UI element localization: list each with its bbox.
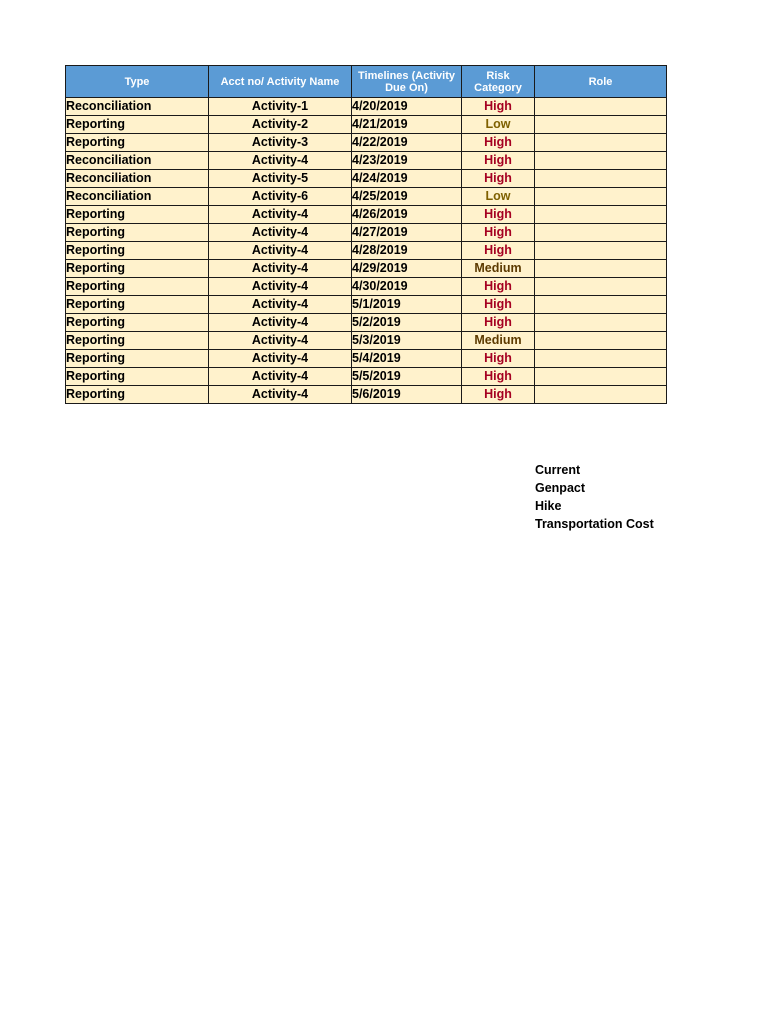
activity-cell[interactable]: Activity-4: [209, 332, 352, 350]
table-row: [66, 98, 667, 116]
due-date-cell[interactable]: 5/4/2019: [352, 350, 462, 368]
role-cell[interactable]: [535, 368, 667, 386]
risk-cell[interactable]: High: [462, 152, 535, 170]
activity-cell[interactable]: Activity-4: [209, 206, 352, 224]
table-row: [66, 134, 667, 152]
type-cell[interactable]: Reporting: [66, 242, 209, 260]
activity-cell[interactable]: Activity-4: [209, 350, 352, 368]
role-cell[interactable]: [535, 350, 667, 368]
activity-cell[interactable]: Activity-4: [209, 278, 352, 296]
type-cell[interactable]: Reconciliation: [66, 188, 209, 206]
risk-cell[interactable]: High: [462, 170, 535, 188]
type-cell[interactable]: Reconciliation: [66, 152, 209, 170]
activity-cell[interactable]: Activity-3: [209, 134, 352, 152]
risk-cell[interactable]: Low: [462, 188, 535, 206]
due-date-cell[interactable]: 4/28/2019: [352, 242, 462, 260]
type-cell[interactable]: Reporting: [66, 134, 209, 152]
risk-cell[interactable]: Medium: [462, 260, 535, 278]
table-row: [66, 242, 667, 260]
due-date-cell[interactable]: 4/20/2019: [352, 98, 462, 116]
role-cell[interactable]: [535, 134, 667, 152]
table-row: [66, 314, 667, 332]
table-row: [66, 188, 667, 206]
risk-cell[interactable]: Low: [462, 116, 535, 134]
role-cell[interactable]: [535, 152, 667, 170]
role-cell[interactable]: [535, 116, 667, 134]
activity-cell[interactable]: Activity-2: [209, 116, 352, 134]
activity-cell[interactable]: Activity-4: [209, 368, 352, 386]
table-row: [66, 350, 667, 368]
type-cell[interactable]: Reporting: [66, 314, 209, 332]
due-date-cell[interactable]: 4/29/2019: [352, 260, 462, 278]
risk-cell[interactable]: High: [462, 368, 535, 386]
table-row: [66, 170, 667, 188]
risk-cell[interactable]: High: [462, 98, 535, 116]
role-cell[interactable]: [535, 332, 667, 350]
note-item[interactable]: Genpact: [535, 481, 586, 495]
due-date-cell[interactable]: 4/24/2019: [352, 170, 462, 188]
role-cell[interactable]: [535, 260, 667, 278]
table-row: [66, 260, 667, 278]
role-cell[interactable]: [535, 242, 667, 260]
table-row: [66, 332, 667, 350]
type-cell[interactable]: Reporting: [66, 224, 209, 242]
type-cell[interactable]: Reporting: [66, 332, 209, 350]
note-item[interactable]: Current: [535, 463, 581, 477]
type-cell[interactable]: Reporting: [66, 368, 209, 386]
role-cell[interactable]: [535, 314, 667, 332]
risk-cell[interactable]: High: [462, 134, 535, 152]
activity-cell[interactable]: Activity-4: [209, 386, 352, 404]
activity-cell[interactable]: Activity-4: [209, 242, 352, 260]
header-risk-category: Risk Category: [462, 66, 535, 98]
risk-cell[interactable]: Medium: [462, 332, 535, 350]
table-row: [66, 368, 667, 386]
type-cell[interactable]: Reporting: [66, 116, 209, 134]
due-date-cell[interactable]: 4/21/2019: [352, 116, 462, 134]
risk-cell[interactable]: High: [462, 314, 535, 332]
due-date-cell[interactable]: 5/3/2019: [352, 332, 462, 350]
table-body: [66, 98, 667, 404]
header-activity: Acct no/ Activity Name: [209, 66, 352, 98]
role-cell[interactable]: [535, 170, 667, 188]
role-cell[interactable]: [535, 386, 667, 404]
header-row: [66, 66, 667, 98]
due-date-cell[interactable]: 4/27/2019: [352, 224, 462, 242]
due-date-cell[interactable]: 5/1/2019: [352, 296, 462, 314]
role-cell[interactable]: [535, 224, 667, 242]
risk-cell[interactable]: High: [462, 242, 535, 260]
activity-cell[interactable]: Activity-4: [209, 314, 352, 332]
activity-cell[interactable]: Activity-4: [209, 224, 352, 242]
due-date-cell[interactable]: 4/26/2019: [352, 206, 462, 224]
risk-cell[interactable]: High: [462, 206, 535, 224]
activity-cell[interactable]: Activity-4: [209, 152, 352, 170]
activity-cell[interactable]: Activity-6: [209, 188, 352, 206]
activity-cell[interactable]: Activity-4: [209, 260, 352, 278]
role-cell[interactable]: [535, 188, 667, 206]
type-cell[interactable]: Reporting: [66, 260, 209, 278]
type-cell[interactable]: Reporting: [66, 206, 209, 224]
due-date-cell[interactable]: 4/22/2019: [352, 134, 462, 152]
table-row: [66, 296, 667, 314]
type-cell[interactable]: Reporting: [66, 386, 209, 404]
due-date-cell[interactable]: 5/2/2019: [352, 314, 462, 332]
role-cell[interactable]: [535, 206, 667, 224]
risk-cell[interactable]: High: [462, 224, 535, 242]
role-cell[interactable]: [535, 296, 667, 314]
table-row: [66, 152, 667, 170]
role-cell[interactable]: [535, 278, 667, 296]
note-item[interactable]: Hike: [535, 499, 562, 513]
notes-list: [535, 461, 654, 533]
activity-cell[interactable]: Activity-1: [209, 98, 352, 116]
header-timelines: Timelines (Activity Due On): [352, 66, 462, 98]
table-row: [66, 206, 667, 224]
table-row: [66, 224, 667, 242]
due-date-cell[interactable]: 5/6/2019: [352, 386, 462, 404]
header-type: Type: [66, 66, 209, 98]
risk-cell[interactable]: High: [462, 350, 535, 368]
note-item[interactable]: Transportation Cost: [535, 517, 654, 531]
due-date-cell[interactable]: 5/5/2019: [352, 368, 462, 386]
type-cell[interactable]: Reporting: [66, 278, 209, 296]
role-cell[interactable]: [535, 98, 667, 116]
table-row: [66, 116, 667, 134]
table-row: [66, 278, 667, 296]
type-cell[interactable]: Reporting: [66, 350, 209, 368]
activity-risk-table: [65, 65, 667, 404]
risk-cell[interactable]: High: [462, 296, 535, 314]
activity-cell[interactable]: Activity-4: [209, 296, 352, 314]
risk-cell[interactable]: High: [462, 386, 535, 404]
due-date-cell[interactable]: 4/30/2019: [352, 278, 462, 296]
table-row: [66, 386, 667, 404]
header-role: Role: [535, 66, 667, 98]
type-cell[interactable]: Reconciliation: [66, 98, 209, 116]
type-cell[interactable]: Reconciliation: [66, 170, 209, 188]
due-date-cell[interactable]: 4/25/2019: [352, 188, 462, 206]
risk-cell[interactable]: High: [462, 278, 535, 296]
activity-cell[interactable]: Activity-5: [209, 170, 352, 188]
due-date-cell[interactable]: 4/23/2019: [352, 152, 462, 170]
type-cell[interactable]: Reporting: [66, 296, 209, 314]
